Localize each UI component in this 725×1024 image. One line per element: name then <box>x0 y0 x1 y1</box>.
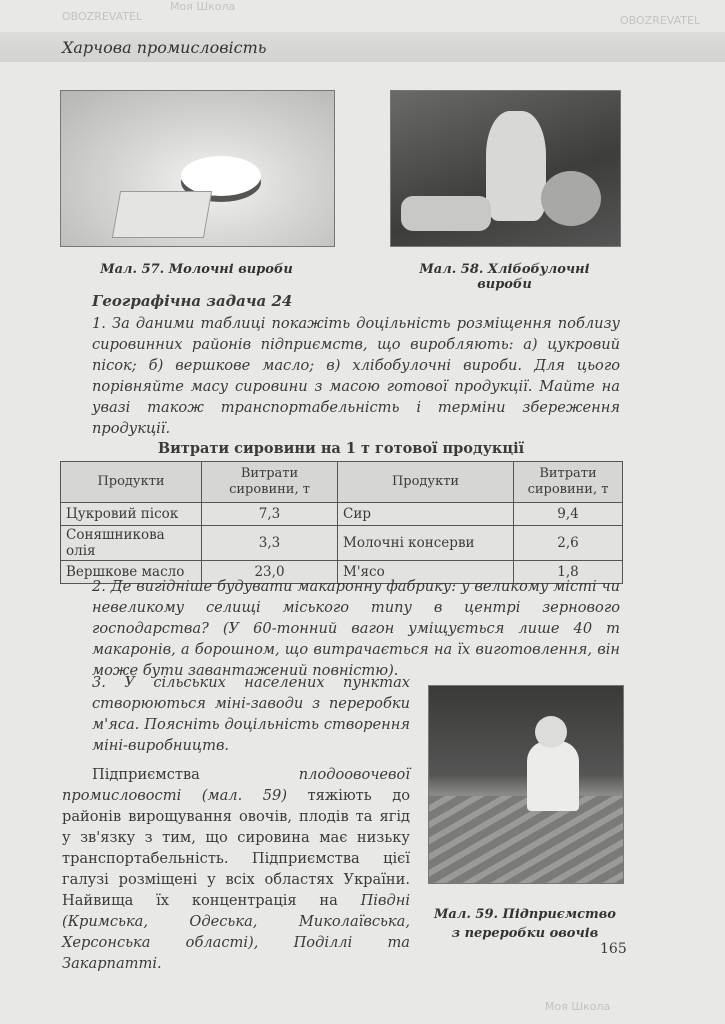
column-header: Продукти <box>338 462 514 503</box>
column-header: Витрати сировини, т <box>202 462 338 503</box>
value-cell: 7,3 <box>202 503 338 526</box>
watermark: Моя Школа <box>170 0 236 13</box>
watermark: OBOZREVATEL <box>620 14 701 27</box>
product-cell: Соняшникова олія <box>61 526 202 561</box>
task-question-2: 2. Де вигідніше будувати макаронну фабрику: у великому місті чи невеликому селищі міського типу в центрі зернового господарства? (У 60-тонний вагон уміщується лише 40 т макаронів, а борошном, що витрачається на їх виготовлення, він може бути завантажений повністю). <box>92 578 620 679</box>
column-header: Витрати сировини, т <box>514 462 623 503</box>
value-cell: 2,6 <box>514 526 623 561</box>
task-question-3: 3. У сільських населених пунктах створюються міні-заводи з переробки м'яса. Поясніть доцільність створення міні-виробництв. <box>92 674 410 754</box>
product-cell: Вершкове масло <box>61 561 202 584</box>
dairy-products-photo <box>60 90 335 247</box>
product-cell: Молочні консерви <box>338 526 514 561</box>
column-header: Продукти <box>61 462 202 503</box>
section-title: Харчова промисловість <box>62 38 267 57</box>
figure-57-caption: Мал. 57. Молочні вироби <box>100 262 293 277</box>
watermark: Моя Школа <box>545 1000 611 1013</box>
body-paragraph: Підприємства плодоовочевої промисловості (мал. 59) тяжіють до районів вирощування овочів, плодів та ягід у зв'язку з тим, що сировина має низьку транспортабельність. Підприємства цієї галузі розміщені у всіх областях України. Найвища їх концентрація на Півдні (Кримська, Одеська, Миколаївська, Херсонська області), Поділлі та Закарпатті. <box>62 766 410 972</box>
product-cell: М'ясо <box>338 561 514 584</box>
task-heading: Географічна задача 24 <box>92 292 293 310</box>
value-cell: 1,8 <box>514 561 623 584</box>
watermark: OBOZREVATEL <box>62 10 143 23</box>
task-question-1: 1. За даними таблиці покажіть доцільність розміщення поблизу сировинних районів підприємств, що виробляють: а) цукровий пісок; б) вершкове масло; в) хлібобулочні вироби. Для цього порівняйте масу сировини з масою готової продукції. Майте на увазі також транспортабельність і терміни збереження продукції. <box>92 315 620 437</box>
value-cell: 23,0 <box>202 561 338 584</box>
table-row <box>61 526 623 561</box>
table-title: Витрати сировини на 1 т готової продукції <box>157 440 525 457</box>
product-cell: Сир <box>338 503 514 526</box>
figure-59-caption <box>425 905 625 943</box>
table-row <box>61 503 623 526</box>
caption-line: з переробки овочів <box>451 926 599 941</box>
vegetable-processing-photo <box>428 685 624 884</box>
page-number: 165 <box>600 941 627 957</box>
figure-58-caption: Мал. 58. Хлібобулочні вироби <box>419 262 590 292</box>
bakery-products-photo <box>390 90 621 247</box>
raw-material-table <box>60 461 623 584</box>
value-cell: 3,3 <box>202 526 338 561</box>
value-cell: 9,4 <box>514 503 623 526</box>
table-header-row <box>61 462 623 503</box>
running-header <box>0 32 725 62</box>
caption-line: Мал. 59. Підприємство <box>434 907 616 922</box>
product-cell: Цукровий пісок <box>61 503 202 526</box>
